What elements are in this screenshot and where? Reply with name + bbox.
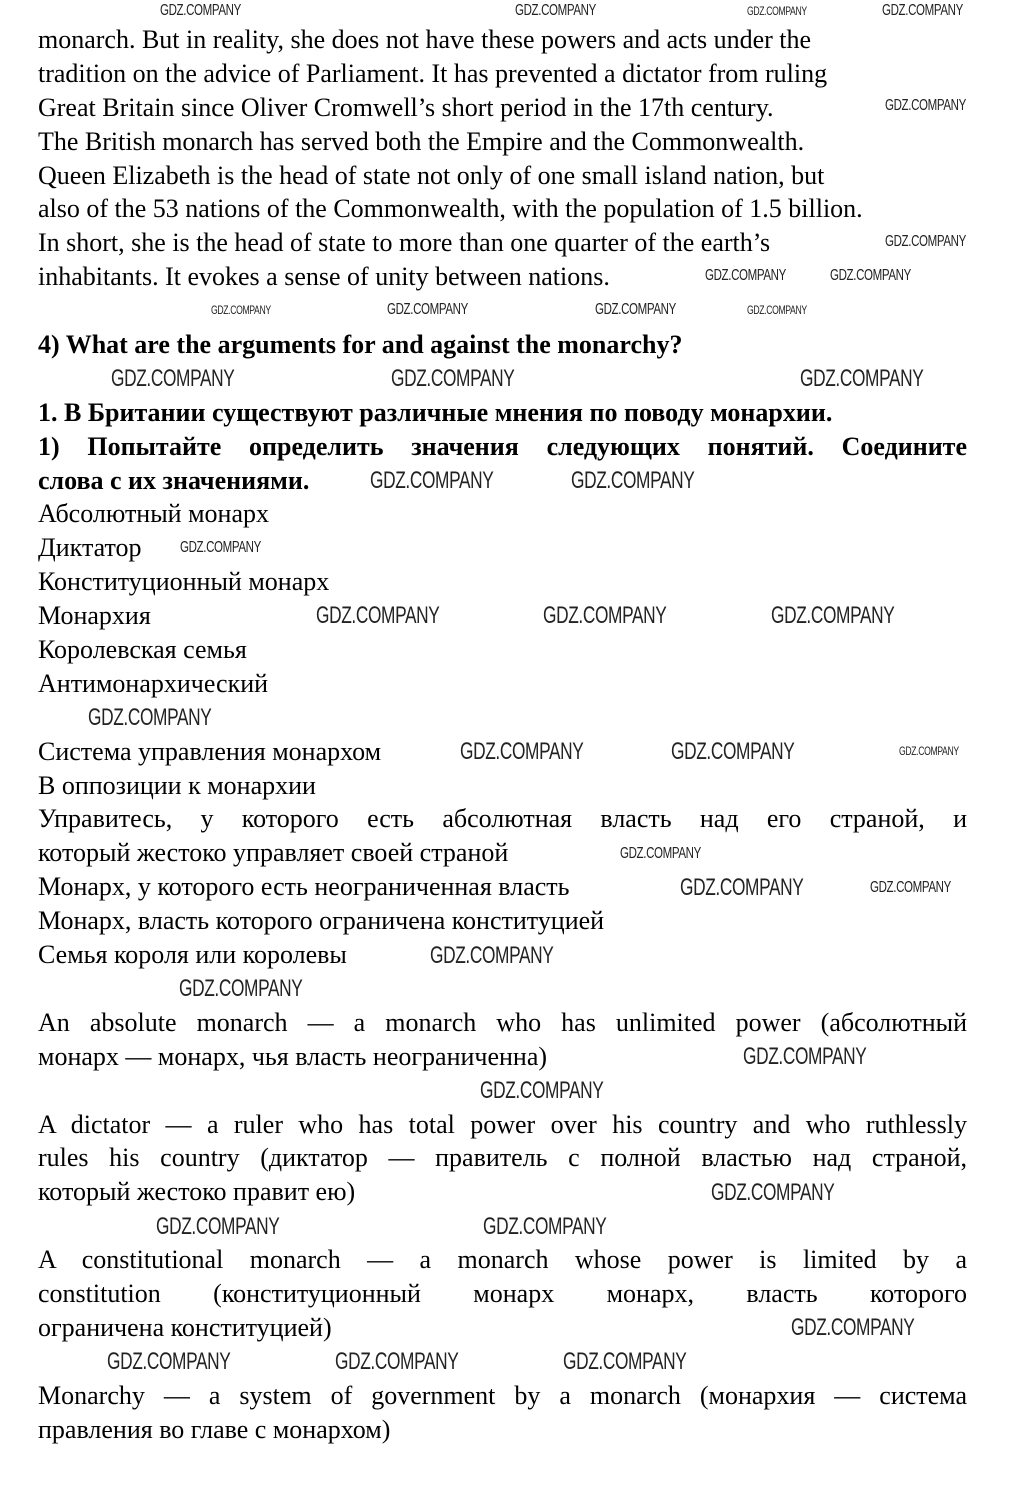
answer-line: A constitutional monarch — a monarch whose power is limited by a [38,1245,967,1275]
watermark: GDZ.COMPANY [771,602,895,629]
watermark: GDZ.COMPANY [180,539,261,556]
term-item: Королевская семья [38,635,247,665]
blank-line [38,972,967,1006]
watermark: GDZ.COMPANY [800,365,924,392]
watermark: GDZ.COMPANY [107,1348,231,1375]
text-line: Queen Elizabeth is the head of state not only of one small island nation, but [38,160,825,190]
watermark: GDZ.COMPANY [211,303,271,317]
watermark: GDZ.COMPANY [111,365,235,392]
answer-line: constitution (конституционный монарх монарх, власть которого [38,1278,967,1308]
watermark: GDZ.COMPANY [430,942,554,969]
watermark: GDZ.COMPANY [480,1077,604,1104]
watermark: GDZ.COMPANY [680,874,804,901]
watermark: GDZ.COMPANY [620,845,701,862]
term-item: Монархия [38,601,151,631]
text-line: monarch. But in reality, she does not have these powers and acts under the [38,25,812,54]
watermark: GDZ.COMPANY [563,1348,687,1375]
watermark: GDZ.COMPANY [830,267,911,284]
exercise-heading: 1. В Британии существуют различные мнения по поводу монархии. [38,397,833,427]
exercise-instruction: 1) Попытайте определить значения следующих понятий. Соедините [38,431,967,461]
answer-line: монарх — монарх, чья власть неограниченна) [38,1041,548,1071]
watermark: GDZ.COMPANY [460,738,584,765]
watermark: GDZ.COMPANY [571,467,695,494]
answer-line: ограничена конституцией) [38,1312,332,1342]
text-line: also of the 53 nations of the Commonwealth, with the population of 1.5 billion. [38,194,863,224]
watermark: GDZ.COMPANY [747,4,807,18]
blank-line [38,294,967,328]
watermark: GDZ.COMPANY [743,1043,867,1070]
term-item: Диктатор [38,533,142,563]
watermark: GDZ.COMPANY [885,233,966,250]
definition-item: Управитесь, у которого есть абсолютная власть над его страной, и [38,804,967,834]
term-item: Антимонархический [38,668,269,698]
watermark: GDZ.COMPANY [391,365,515,392]
watermark: GDZ.COMPANY [88,704,212,731]
watermark: GDZ.COMPANY [160,2,241,19]
watermark: GDZ.COMPANY [515,2,596,19]
answer-line: rules his country (диктатор — правитель с полной властью над страной, [38,1143,967,1173]
watermark: GDZ.COMPANY [711,1179,835,1206]
text-line: In short, she is the head of state to more than one quarter of the earth’s [38,228,771,258]
text-line: Great Britain since Oliver Cromwell’s short period in the 17th century. [38,92,774,122]
watermark: GDZ.COMPANY [179,975,303,1002]
watermark: GDZ.COMPANY [671,738,795,765]
watermark: GDZ.COMPANY [885,97,966,114]
definition-item: Семья короля или королевы [38,940,347,970]
answer-line: A dictator — a ruler who has total power over his country and who ruthlessly [38,1109,967,1139]
watermark: GDZ.COMPANY [387,301,468,318]
watermark: GDZ.COMPANY [543,602,667,629]
definition-item: который жестоко управляет своей страной [38,838,509,868]
watermark: GDZ.COMPANY [747,303,807,317]
watermark: GDZ.COMPANY [483,1213,607,1240]
watermark: GDZ.COMPANY [870,879,951,896]
term-item: Конституционный монарх [38,567,330,597]
definition-item: Система управления монархом [38,736,382,766]
watermark: GDZ.COMPANY [595,301,676,318]
definition-item: В оппозиции к монархии [38,770,316,800]
watermark: GDZ.COMPANY [791,1314,915,1341]
watermark: GDZ.COMPANY [705,267,786,284]
watermark: GDZ.COMPANY [335,1348,459,1375]
text-line: tradition on the advice of Parliament. It has prevented a dictator from ruling [38,58,828,88]
text-line: The British monarch has served both the Empire and the Commonwealth. [38,126,805,156]
definition-item: Монарх, власть которого ограничена конституцией [38,906,605,936]
answer-line: Monarchy — a system of government by a monarch (монархия — система [38,1380,967,1410]
answer-line: An absolute monarch — a monarch who has unlimited power (абсолютный [38,1007,967,1037]
answer-line: правления во главе с монархом) [38,1414,391,1444]
watermark: GDZ.COMPANY [156,1213,280,1240]
text-line: inhabitants. It evokes a sense of unity between nations. [38,262,610,292]
term-item: Абсолютный монарх [38,499,270,529]
question-heading: 4) What are the arguments for and against the monarchy? [38,330,683,360]
exercise-instruction: слова с их значениями. [38,465,310,495]
watermark: GDZ.COMPANY [899,744,959,758]
watermark: GDZ.COMPANY [316,602,440,629]
watermark: GDZ.COMPANY [370,467,494,494]
watermark: GDZ.COMPANY [882,2,963,19]
answer-line: который жестоко правит ею) [38,1177,356,1207]
definition-item: Монарх, у которого есть неограниченная власть [38,872,570,902]
